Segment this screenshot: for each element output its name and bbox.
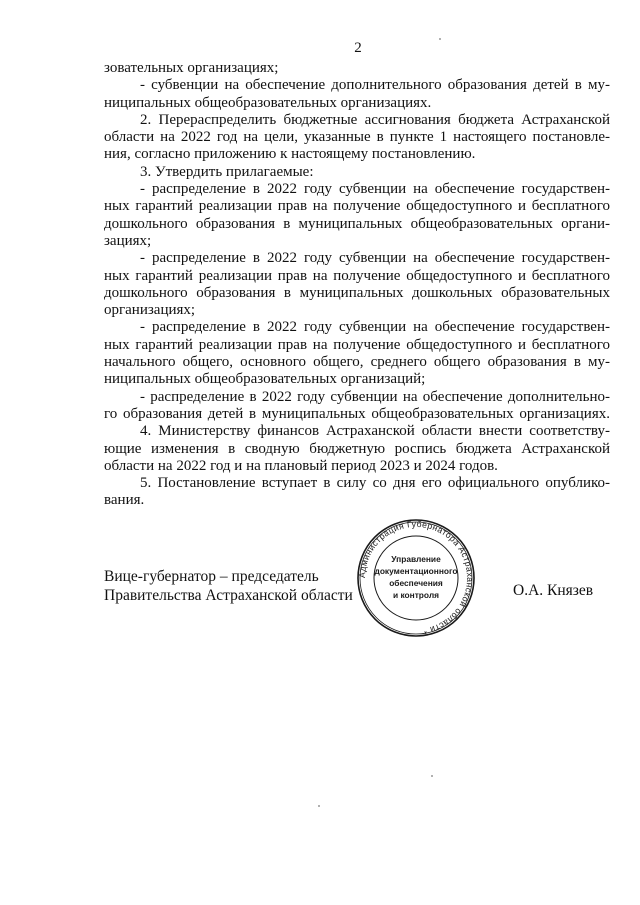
text-line: вания. — [104, 492, 145, 509]
page-number: 2 — [354, 40, 362, 56]
text-line: - распределение в 2022 году субвенции на обеспечение дополнительно- — [140, 388, 610, 405]
text-line: ющие изменения в сводную бюджетную роспись бюджета Астраханской — [104, 440, 610, 457]
text-line: ных гарантий реализации прав на получение общедоступного и бесплатного — [104, 336, 610, 353]
text-line: ных гарантий реализации прав на получение общедоступного и бесплатного — [104, 198, 610, 215]
stamp-inner-line-1: Управление — [391, 554, 441, 564]
official-stamp — [356, 518, 476, 638]
text-line: ниципальных общеобразовательных организациях. — [104, 94, 432, 111]
signatory-position-line-1: Вице-губернатор – председатель — [104, 568, 319, 585]
text-line: - распределение в 2022 году субвенции на обеспечение государствен- — [140, 250, 610, 267]
text-line: области на 2022 год и на плановый период 2023 и 2024 годов. — [104, 457, 498, 474]
text-line: 4. Министерству финансов Астраханской области внести соответству- — [140, 423, 610, 440]
text-line: зациях; — [104, 232, 152, 249]
stamp-outer-text: Администрация Губернатора Астраханской области * — [356, 518, 476, 637]
signatory-name: О.А. Князев — [513, 582, 594, 599]
text-line: - субвенции на обеспечение дополнительного образования детей в му- — [140, 77, 610, 94]
signatory-position — [104, 567, 353, 605]
text-line: го образования детей в муниципальных общеобразовательных организациях. — [104, 405, 610, 422]
text-line: дошкольного образования в муниципальных общеобразовательных органи- — [104, 215, 610, 232]
scan-speck — [431, 775, 433, 777]
text-line: 5. Постановление вступает в силу со дня его официального опублико- — [140, 475, 610, 492]
text-line: ниципальных общеобразовательных организаций; — [104, 371, 426, 388]
signatory-position-line-2: Правительства Астраханской области — [104, 587, 353, 604]
text-line: начального общего, основного общего, среднего общего образования в му- — [104, 354, 610, 371]
text-line: дошкольного образования в муниципальных дошкольных образовательных — [104, 284, 610, 301]
scan-speck — [439, 38, 441, 40]
body-text — [104, 60, 610, 510]
text-line: - распределение в 2022 году субвенции на обеспечение государствен- — [140, 319, 610, 336]
text-line: области на 2022 год на цели, указанные в пункте 1 настоящего постановле- — [104, 129, 610, 146]
text-line: ния, согласно приложению к настоящему постановлению. — [104, 146, 476, 163]
text-line: организациях; — [104, 302, 196, 319]
text-line: - распределение в 2022 году субвенции на обеспечение государствен- — [140, 181, 610, 198]
text-line: ных гарантий реализации прав на получение общедоступного и бесплатного — [104, 267, 610, 284]
text-line: 3. Утвердить прилагаемые: — [140, 163, 314, 180]
text-line: зовательных организациях; — [104, 60, 279, 76]
stamp-inner-line-4: и контроля — [392, 590, 440, 600]
scan-speck — [318, 805, 320, 807]
stamp-inner-line-3: обеспечения — [389, 578, 443, 588]
text-line: 2. Перераспределить бюджетные ассигнования бюджета Астраханской — [140, 111, 610, 128]
stamp-inner-line-2: документационного — [374, 566, 458, 576]
